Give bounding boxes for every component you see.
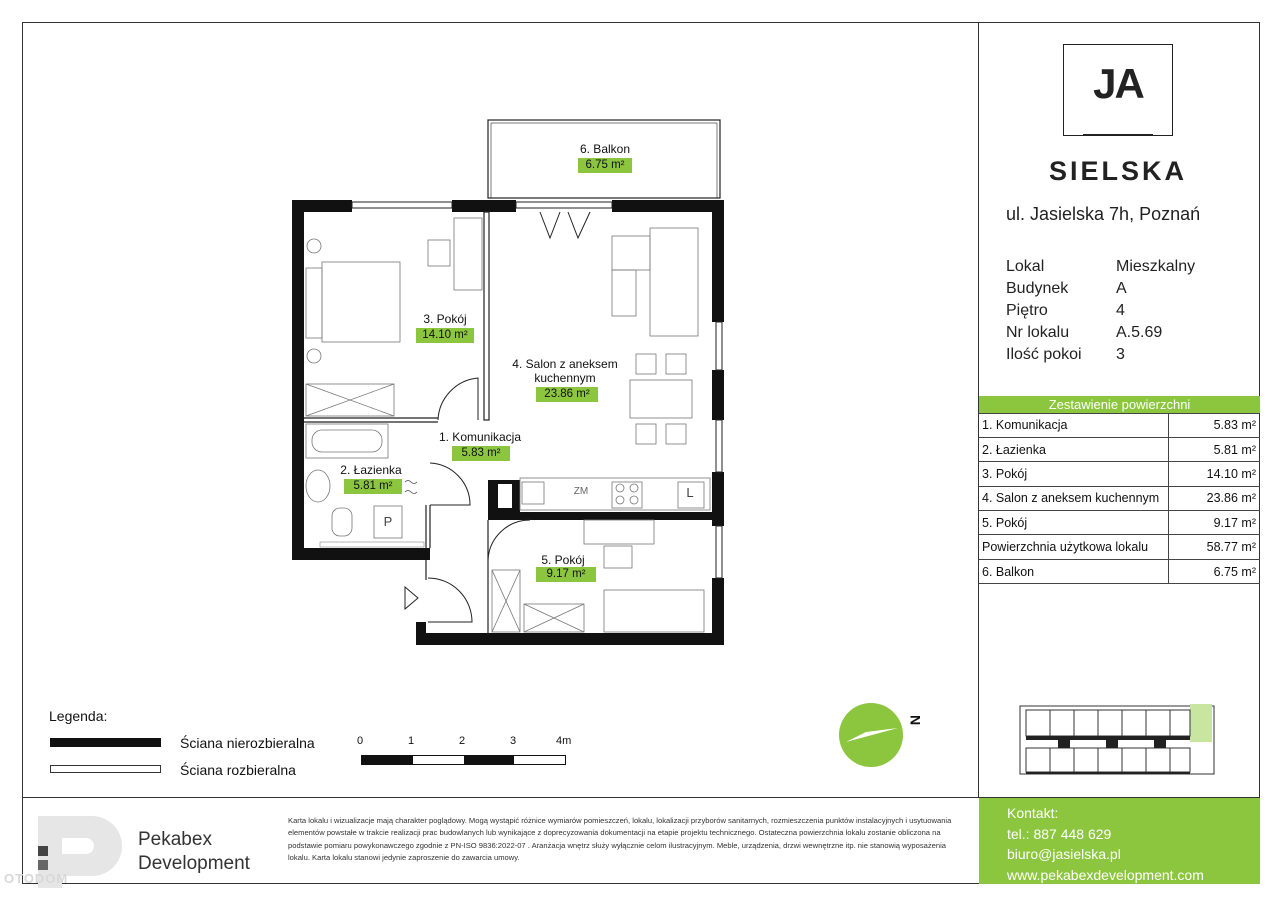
area-name: 2. Łazienka bbox=[979, 437, 1168, 461]
scale-label: 4m bbox=[556, 735, 572, 747]
info-value: A bbox=[1116, 280, 1127, 297]
unit-info bbox=[1006, 258, 1195, 368]
scale-label: 0 bbox=[357, 735, 364, 747]
disclaimer: Karta lokalu i wizualizacje mają charakter poglądowy. Mogą wystąpić różnice wymiarów pomieszczeń, lokalu, lokalizacji przyborów sanitarnych, rozmieszczenia punktów instalacyjnych i usytuowania elementów powstałe w trakcie realizacji prac budowlanych lub wynikające z doprecyzowania dokumentacji na etapie projektu technicznego. Ostateczna powierzchnia lokalu zostanie obliczona na podstawie pomiaru powykonawczego zgodnie z PN-ISO 9836:2022-07 . Aranżacja wnętrz służy wyłącznie celom ilustracyjnym. Meble, urządzenia, drzwi wewnętrzne itp. nie stanowią wyposażenia lokalu. Karta lokalu stanowi jedynie zaproszenie do zawarcia umowy. bbox=[288, 816, 952, 862]
area-name: 5. Pokój bbox=[979, 511, 1168, 535]
address: ul. Jasielska 7h, Poznań bbox=[1006, 204, 1201, 224]
info-key: Ilość pokoi bbox=[1006, 346, 1082, 363]
scale-label: 3 bbox=[510, 735, 517, 747]
developer-name-line2: Development bbox=[138, 853, 250, 874]
contact-box bbox=[979, 798, 1260, 884]
area-table bbox=[979, 396, 1260, 584]
info-value: A.5.69 bbox=[1116, 324, 1163, 341]
area-table-title: Zestawienie powierzchni bbox=[979, 396, 1260, 413]
heater-symbol bbox=[405, 481, 417, 494]
scale-label: 2 bbox=[459, 735, 466, 747]
compass-north-label: N bbox=[907, 714, 924, 726]
info-row bbox=[1006, 280, 1195, 302]
entrance-arrow bbox=[405, 587, 418, 609]
area-tag-komunikacja: 5.83 m² bbox=[452, 446, 510, 461]
info-value: 3 bbox=[1116, 346, 1125, 363]
shaft bbox=[498, 484, 512, 508]
table-row bbox=[979, 413, 1260, 437]
table-row bbox=[979, 511, 1260, 535]
contact-email-link[interactable]: biuro@jasielska.pl bbox=[1007, 846, 1121, 862]
area-value: 5.81 m² bbox=[1168, 437, 1260, 461]
area-name: 4. Salon z aneksem kuchennym bbox=[979, 486, 1168, 510]
room-label-salon-line1: 4. Salon z aneksem bbox=[512, 357, 618, 371]
partition-walls bbox=[304, 212, 489, 635]
info-row bbox=[1006, 324, 1195, 346]
contact-title: Kontakt: bbox=[1007, 805, 1059, 821]
legend-load-bearing-label: Ściana nierozbieralna bbox=[180, 735, 315, 751]
scale-label: 1 bbox=[408, 735, 415, 747]
legend-partition-swatch bbox=[50, 765, 161, 773]
table-row bbox=[979, 462, 1260, 486]
logo-name: SIELSKA bbox=[1048, 156, 1188, 186]
info-row bbox=[1006, 302, 1195, 324]
area-name: 3. Pokój bbox=[979, 462, 1168, 486]
info-value: 4 bbox=[1116, 302, 1125, 319]
room-label-lazienka: 2. Łazienka bbox=[340, 463, 402, 477]
area-tag-salon: 23.86 m² bbox=[536, 387, 598, 402]
area-tag-pokoj-3: 14.10 m² bbox=[416, 328, 474, 343]
area-tag-balkon: 6.75 m² bbox=[578, 158, 632, 173]
room-label-komunikacja: 1. Komunikacja bbox=[438, 430, 522, 444]
fridge-label: L bbox=[686, 485, 694, 500]
area-tag-lazienka: 5.81 m² bbox=[344, 479, 402, 494]
info-key: Piętro bbox=[1006, 302, 1048, 319]
info-key: Lokal bbox=[1006, 258, 1045, 275]
legend-load-bearing-swatch bbox=[50, 738, 161, 747]
compass-icon bbox=[838, 702, 904, 768]
area-value: 14.10 m² bbox=[1168, 462, 1260, 486]
area-value: 5.83 m² bbox=[1168, 413, 1260, 437]
developer-name bbox=[138, 828, 250, 876]
area-value: 23.86 m² bbox=[1168, 486, 1260, 510]
developer-name-line1: Pekabex bbox=[138, 829, 212, 850]
area-name: 1. Komunikacja bbox=[979, 413, 1168, 437]
info-value: Mieszkalny bbox=[1116, 258, 1196, 275]
logo-mark: JA bbox=[1093, 60, 1143, 107]
watermark: OTODOM bbox=[4, 871, 69, 886]
legend-title: Legenda: bbox=[49, 708, 108, 724]
area-name: Powierzchnia użytkowa lokalu bbox=[979, 535, 1168, 559]
building-key-plan bbox=[1018, 700, 1218, 780]
table-row bbox=[979, 559, 1260, 583]
info-row bbox=[1006, 346, 1195, 368]
area-value: 6.75 m² bbox=[1168, 559, 1260, 583]
info-key: Budynek bbox=[1006, 280, 1069, 297]
logo-underline bbox=[1083, 134, 1153, 135]
info-row bbox=[1006, 258, 1195, 280]
area-name: 6. Balkon bbox=[979, 559, 1168, 583]
legend-partition-label: Ściana rozbieralna bbox=[180, 762, 296, 778]
info-key: Nr lokalu bbox=[1006, 324, 1070, 341]
area-value: 9.17 m² bbox=[1168, 511, 1260, 535]
bathroom-threshold bbox=[320, 542, 424, 547]
contact-phone[interactable]: tel.: 887 448 629 bbox=[1007, 825, 1112, 842]
area-tag-pokoj-5: 9.17 m² bbox=[536, 567, 596, 582]
area-value: 58.77 m² bbox=[1168, 535, 1260, 559]
washer-label: P bbox=[383, 514, 393, 529]
room-label-pokoj-3: 3. Pokój bbox=[423, 312, 467, 326]
room-label-balkon: 6. Balkon bbox=[579, 142, 631, 156]
table-row bbox=[979, 486, 1260, 510]
table-row bbox=[979, 535, 1260, 559]
room-label-pokoj-5: 5. Pokój bbox=[541, 553, 585, 567]
room-label-salon-line2: kuchennym bbox=[534, 371, 596, 385]
scale-bar bbox=[361, 755, 566, 765]
washer-dryer-label: ZM bbox=[573, 486, 589, 497]
table-row bbox=[979, 437, 1260, 461]
furniture bbox=[306, 218, 710, 632]
contact-website-link[interactable]: www.pekabexdevelopment.com bbox=[1007, 866, 1204, 883]
